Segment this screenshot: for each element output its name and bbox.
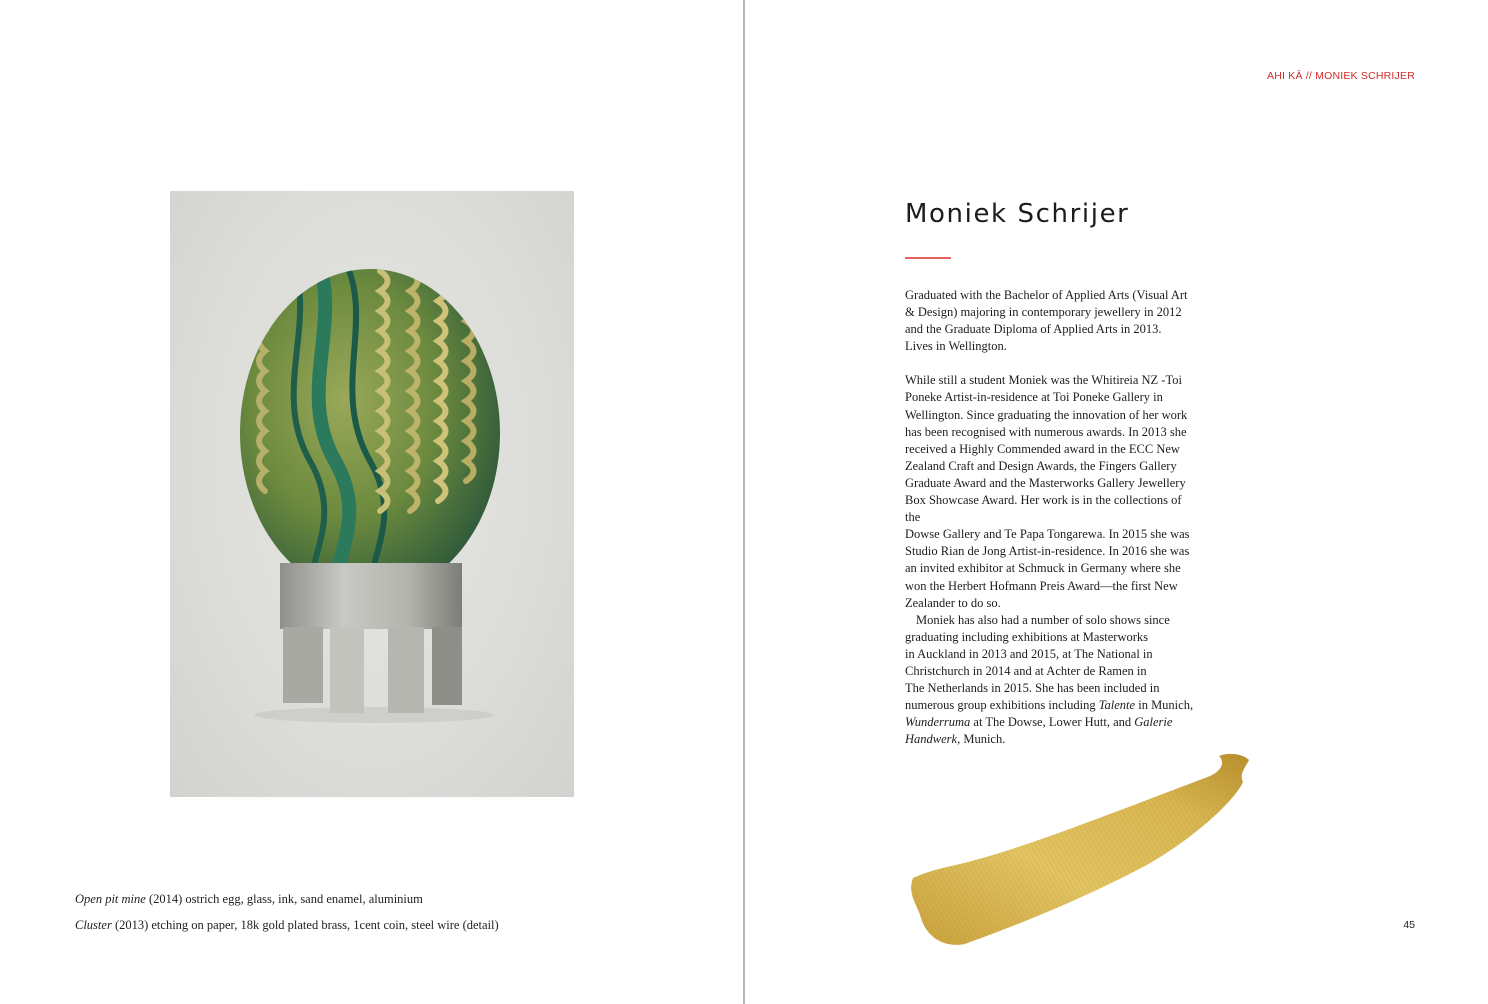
body-line (905, 714, 1195, 731)
caption-open-pit-mine (75, 892, 423, 907)
text-run: numerous group exhibitions including (905, 698, 1099, 713)
body-line: Graduate Award and the Masterworks Gallery Jewellery (905, 475, 1186, 490)
ostrich-egg-illustration (170, 191, 574, 797)
body-line: won the Herbert Hofmann Preis Award—the first New (905, 578, 1178, 593)
body-line (905, 697, 1195, 714)
body-line: Wellington. Since graduating the innovation of her work (905, 407, 1188, 422)
body-line: graduating including exhibitions at Masterworks (905, 629, 1149, 644)
title-rule (905, 257, 951, 259)
exhibition-title: Galerie (1134, 715, 1173, 730)
body-text (905, 287, 1195, 748)
body-line: Zealander to do so. (905, 595, 1001, 610)
exhibition-title: Talente (1098, 698, 1136, 713)
running-head: AHI KĀ // MONIEK SCHRIJER (1267, 70, 1415, 82)
page-title: Moniek Schrijer (905, 199, 1130, 229)
text-run: at The Dowse, Lower Hutt, and (970, 715, 1135, 730)
caption-title: Open pit mine (75, 892, 146, 906)
body-line: Dowse Gallery and Te Papa Tongarewa. In 2015 she was (905, 527, 1190, 542)
caption-details: (2014) ostrich egg, glass, ink, sand enamel, aluminium (145, 892, 423, 906)
body-line (905, 731, 1195, 748)
body-line: has been recognised with numerous awards. In 2013 she (905, 424, 1187, 439)
cluster-photo (905, 748, 1285, 948)
page-number: 45 (1403, 919, 1415, 931)
body-line: While still a student Moniek was the Whitireia NZ -Toi (905, 373, 1182, 388)
open-pit-mine-photo (170, 191, 574, 797)
body-line: an invited exhibitor at Schmuck in Germany where she (905, 561, 1181, 576)
body-line: Studio Rian de Jong Artist-in-residence. In 2016 she was (905, 544, 1190, 559)
text-run: in Munich, (1135, 698, 1194, 713)
body-line: in Auckland in 2013 and 2015, at The National in (905, 646, 1153, 661)
exhibition-title: Handwerk (905, 732, 958, 747)
body-line: The Netherlands in 2015. She has been included in (905, 681, 1160, 696)
bio-line: and the Graduate Diploma of Applied Arts in 2013. (905, 322, 1162, 337)
bio-line: Graduated with the Bachelor of Applied Arts (Visual Art (905, 288, 1188, 302)
caption-title: Cluster (75, 918, 112, 932)
body-line: Moniek has also had a number of solo shows since (916, 612, 1170, 627)
bio-line: Lives in Wellington. (905, 339, 1007, 354)
text-run: , Munich. (957, 732, 1006, 747)
caption-cluster (75, 918, 499, 933)
caption-details: (2013) etching on paper, 18k gold plated brass, 1cent coin, steel wire (detail) (111, 918, 499, 932)
body-line: Box Showcase Award. Her work is in the collections of the (905, 493, 1182, 525)
exhibition-title: Wunderruma (905, 715, 971, 730)
body-line: Zealand Craft and Design Awards, the Fingers Gallery (905, 458, 1177, 473)
body-line: Christchurch in 2014 and at Achter de Ramen in (905, 663, 1147, 678)
body-line: Poneke Artist-in-residence at Toi Poneke Gallery in (905, 390, 1163, 405)
body-line: received a Highly Commended award in the ECC New (905, 441, 1180, 456)
right-page (745, 0, 1488, 1004)
bio-line: & Design) majoring in contemporary jewellery in 2012 (905, 305, 1182, 320)
